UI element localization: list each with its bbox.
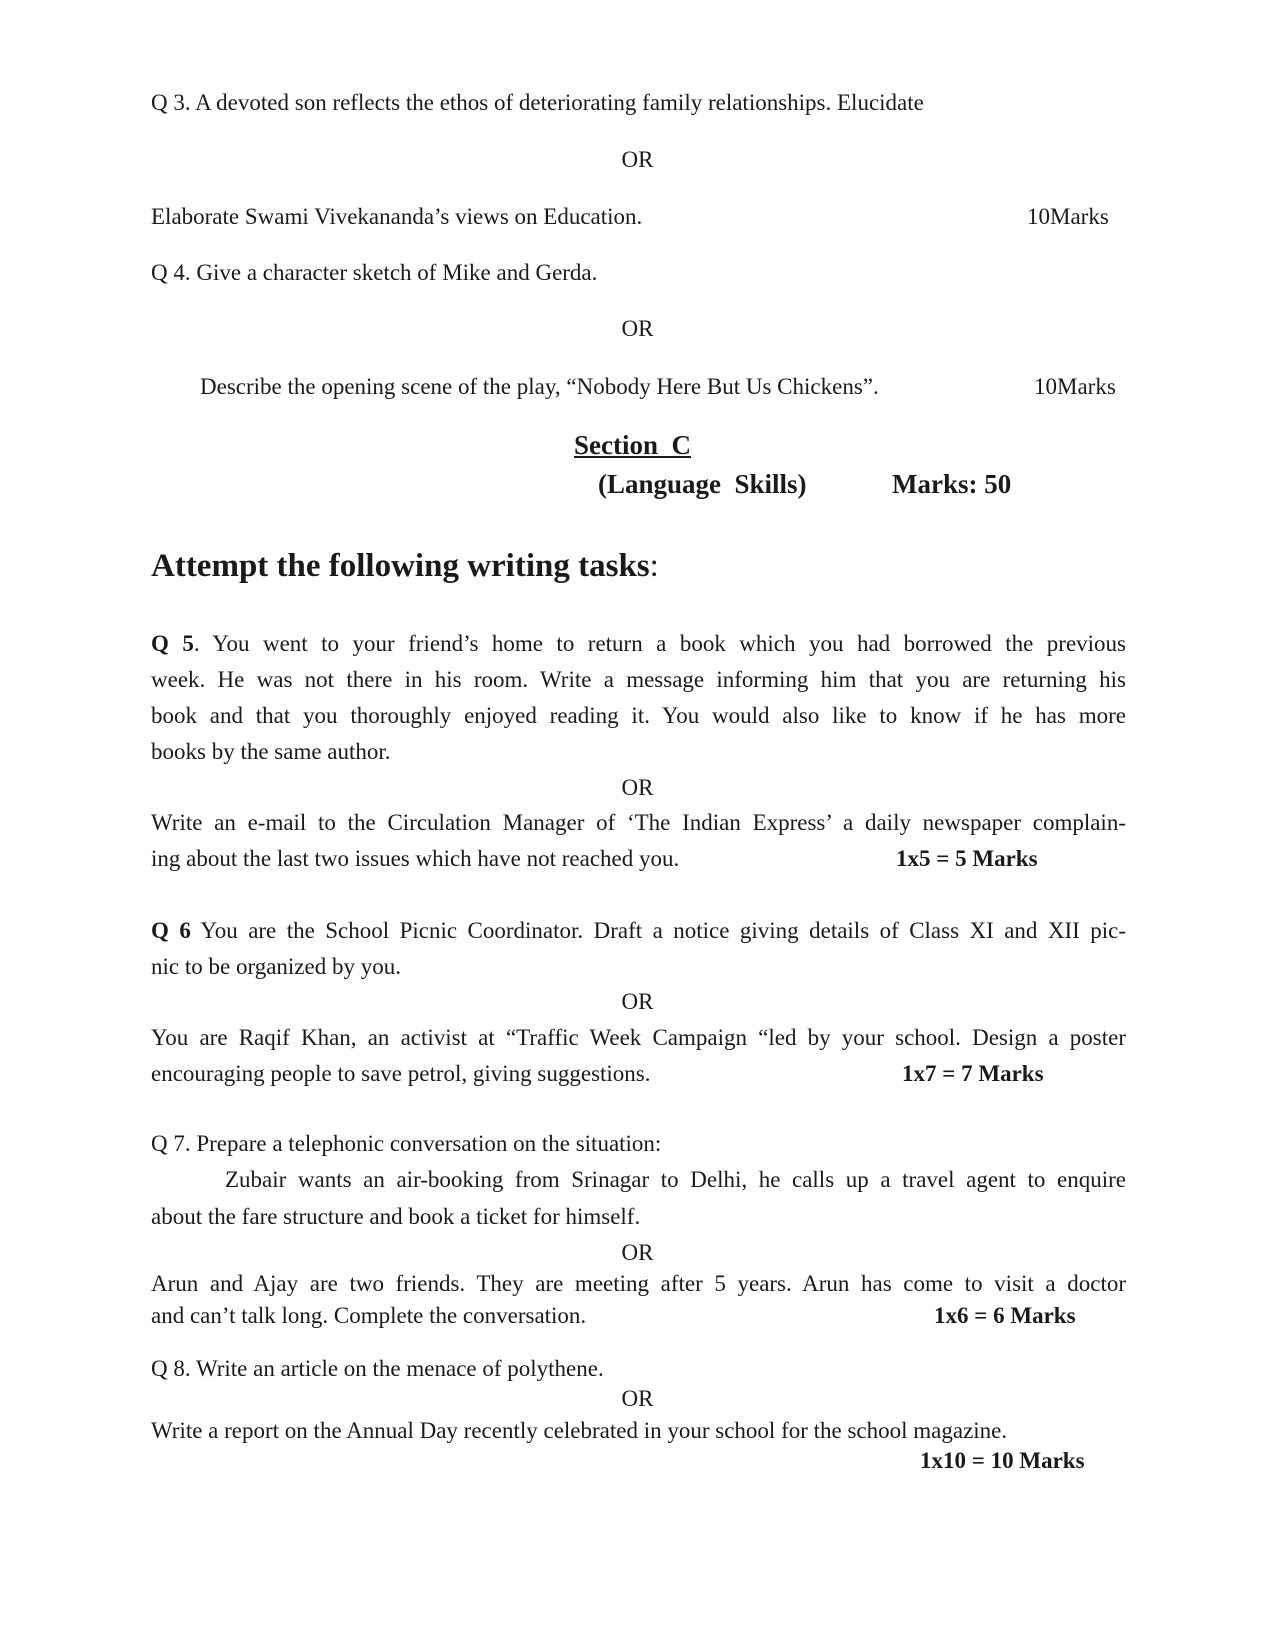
- instruction-colon: :: [649, 548, 659, 584]
- q4-alternative: Describe the opening scene of the play, “Nobody Here But Us Chickens”.: [200, 374, 879, 399]
- q5-line-1-text: . You went to your friend’s home to return a book which you had borrowed the previous: [193, 631, 1126, 656]
- instruction-text: Attempt the following writing tasks: [151, 548, 650, 584]
- q4-or: OR: [621, 316, 654, 341]
- q4-marks: 10Marks: [1034, 374, 1116, 399]
- q6-or: OR: [621, 989, 654, 1014]
- q5-line-1: [151, 626, 1126, 662]
- section-subtitle: (Language Skills): [598, 469, 807, 499]
- q5-line-2: week. He was not there in his room. Write a message informing him that you are returning his: [151, 667, 1126, 692]
- q5-marks: 1x5 = 5 Marks: [896, 846, 1038, 871]
- q7-marks: 1x6 = 6 Marks: [934, 1303, 1076, 1328]
- q3-or: OR: [621, 147, 654, 172]
- q7-alt-line-1: Arun and Ajay are two friends. They are meeting after 5 years. Arun has come to visit a doctor: [151, 1271, 1126, 1296]
- section-marks: Marks: 50: [892, 469, 1012, 499]
- q6-line-1-text: You are the School Picnic Coordinator. Draft a notice giving details of Class XI and XII pic-: [190, 918, 1126, 943]
- q7-or: OR: [621, 1240, 654, 1265]
- section-title: Section C: [574, 430, 691, 460]
- q8-or: OR: [621, 1386, 654, 1411]
- q6-line-2: nic to be organized by you.: [151, 954, 401, 979]
- q6-alt-line-1: You are Raqif Khan, an activist at “Traffic Week Campaign “led by your school. Design a poster: [151, 1025, 1126, 1050]
- q5-label: Q 5: [151, 631, 194, 656]
- q3-alternative: Elaborate Swami Vivekananda’s views on Education.: [151, 204, 643, 229]
- q3-marks: 10Marks: [1027, 204, 1109, 229]
- q8-marks: 1x10 = 10 Marks: [920, 1448, 1085, 1473]
- q5-line-3: book and that you thoroughly enjoyed reading it. You would also like to know if he has more: [151, 703, 1126, 728]
- q7-line-2: about the fare structure and book a ticket for himself.: [151, 1204, 641, 1229]
- q3-question: Q 3. A devoted son reflects the ethos of deteriorating family relationships. Elucidate: [151, 90, 924, 115]
- q4-question: Q 4. Give a character sketch of Mike and Gerda.: [151, 260, 598, 285]
- q6-label: Q 6: [151, 918, 191, 943]
- q5-alt-line-1: Write an e-mail to the Circulation Manager of ‘The Indian Express’ a daily newspaper complain-: [151, 810, 1126, 835]
- q7-alt-line-2: and can’t talk long. Complete the conversation.: [151, 1303, 587, 1328]
- q8-alternative: Write a report on the Annual Day recently celebrated in your school for the school magazine.: [151, 1418, 1008, 1443]
- q5-or: OR: [621, 775, 654, 800]
- q5-line-4: books by the same author.: [151, 739, 391, 764]
- q6-alt-line-2: encouraging people to save petrol, giving suggestions.: [151, 1061, 651, 1086]
- q7-question: Q 7. Prepare a telephonic conversation on the situation:: [151, 1131, 662, 1156]
- q5-alt-line-2: ing about the last two issues which have not reached you.: [151, 846, 680, 871]
- q8-question: Q 8. Write an article on the menace of polythene.: [151, 1356, 604, 1381]
- q7-line-1: Zubair wants an air-booking from Srinagar to Delhi, he calls up a travel agent to enquire: [225, 1167, 1126, 1192]
- q6-marks: 1x7 = 7 Marks: [902, 1061, 1044, 1086]
- q6-line-1: [151, 913, 1126, 949]
- instruction-heading: [151, 546, 659, 586]
